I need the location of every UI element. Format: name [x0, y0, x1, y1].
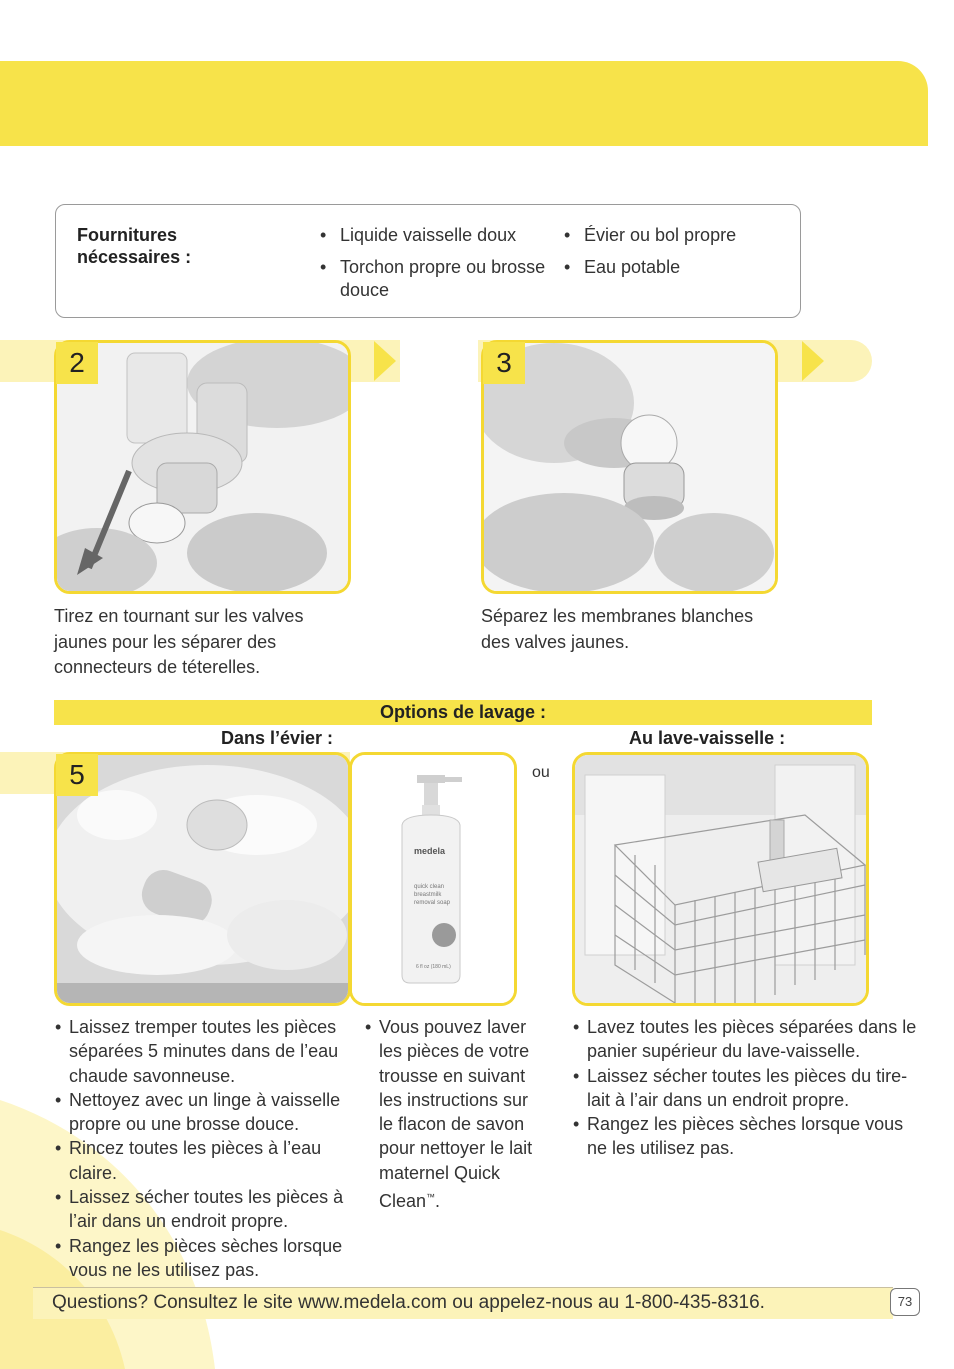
step-number: 2 — [56, 342, 98, 384]
soap-volume: 6 fl oz (180 mL) — [416, 964, 451, 970]
list-item: • Rangez les pièces sèches lorsque vous ne les utilisez pas. — [55, 1234, 355, 1283]
soap-instructions — [365, 1015, 543, 1213]
membrane-separation-illustration — [484, 343, 775, 591]
step-2-photo — [54, 340, 351, 594]
step-number: 3 — [483, 342, 525, 384]
soap-label-line: breastmilk — [414, 892, 442, 898]
arrow-right-icon — [374, 341, 396, 381]
list-item: • Rincez toutes les pièces à l’eau claire. — [55, 1136, 355, 1185]
list-item: • Laissez sécher toutes les pièces à l’air dans un endroit propre. — [55, 1185, 355, 1234]
soap-text-end: . — [435, 1191, 441, 1212]
list-item: • Rangez les pièces sèches lorsque vous ne les utilisez pas. — [573, 1112, 918, 1161]
sink-label: Dans l’évier : — [221, 728, 334, 748]
list-item: • Laissez sécher toutes les pièces du tire-lait à l’air dans un endroit propre. — [573, 1064, 918, 1113]
supply-item: • Liquide vaisselle doux — [320, 224, 550, 247]
soapy-water-illustration — [57, 755, 348, 1003]
header-band — [0, 61, 928, 146]
soap-text: Vous pouvez laver les pièces de votre trousse en suivant les instructions sur le flacon de savon pour nettoyer le lait maternel Quick Clean — [379, 1017, 533, 1212]
page-number: 73 — [890, 1288, 920, 1316]
sink-instructions — [55, 1015, 355, 1282]
dishwasher-photo — [572, 752, 869, 1006]
list-item — [365, 1015, 543, 1213]
list-item: • Nettoyez avec un linge à vaisselle propre ou une brosse douce. — [55, 1088, 355, 1137]
supplies-list-2 — [564, 224, 784, 288]
supply-item: • Torchon propre ou brosse douce — [320, 256, 550, 302]
step-2-caption: Tirez en tournant sur les valves jaunes pour les séparer des connecteurs de téterelles. — [54, 606, 304, 677]
step-3-photo — [481, 340, 778, 594]
step-number: 5 — [56, 754, 98, 796]
dishwasher-label: Au lave-vaisselle : — [629, 728, 786, 748]
supplies-title: Fournitures nécessaires : — [77, 225, 192, 267]
soap-brand: medela — [414, 846, 446, 856]
supply-item: • Eau potable — [564, 256, 784, 279]
dishwasher-illustration — [575, 755, 866, 1003]
trademark: ™ — [426, 1192, 436, 1203]
supply-item: • Évier ou bol propre — [564, 224, 784, 247]
valve-removal-illustration — [57, 343, 348, 591]
list-item: • Laissez tremper toutes les pièces séparées 5 minutes dans de l’eau chaude savonneuse. — [55, 1015, 355, 1088]
step-3-caption: Séparez les membranes blanches des valves jaunes. — [481, 606, 754, 652]
dishwasher-instructions — [573, 1015, 918, 1161]
arrow-right-icon — [802, 341, 824, 381]
footer-contact: Questions? Consultez le site www.medela.com ou appelez-nous au 1-800-435-8316. — [52, 1292, 765, 1313]
soap-label-line: removal soap — [414, 900, 451, 906]
list-item: • Lavez toutes les pièces séparées dans le panier supérieur du lave-vaisselle. — [573, 1015, 918, 1064]
or-label: ou — [532, 764, 550, 781]
soap-label-line: quick clean — [414, 884, 445, 890]
sink-photo — [54, 752, 351, 1006]
supplies-list-1 — [320, 224, 550, 311]
washing-options-title: Options de lavage : — [54, 700, 872, 725]
